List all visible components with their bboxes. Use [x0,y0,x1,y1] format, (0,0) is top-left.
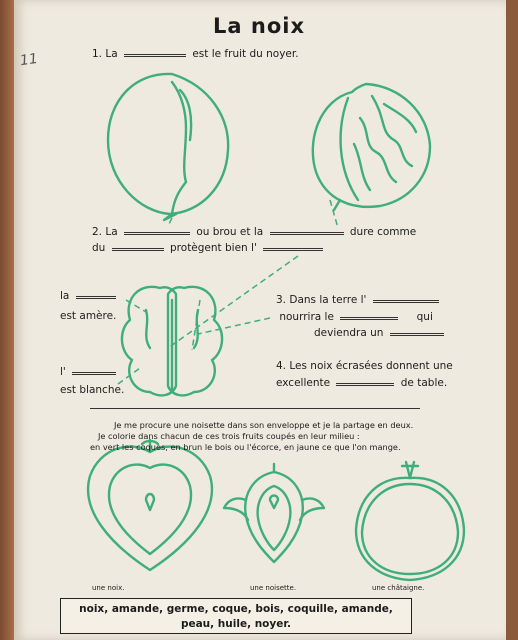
q2-label: 2. La [92,226,118,238]
walnut-shell-drawing [313,84,430,210]
instruction-line-1: Je me procure une noisette dans son enveloppe et je la partage en deux. [114,420,414,430]
label-la [60,290,119,302]
question-3-line-3 [314,327,447,339]
q2-blank-3[interactable] [112,247,164,251]
caption-noix: une noix. [92,584,125,592]
q4-line2-start: excellente [276,377,331,389]
cut-chestnut-drawing [356,462,464,580]
label-blanche: est blanche. [60,384,125,396]
page-title: La noix [213,14,305,38]
label-amere: est amère. [60,310,117,322]
caption-chataigne: une châtaigne. [372,584,425,592]
question-2-line-2 [92,242,326,254]
instruction-line-3: en vert les coques, en brun le bois ou l'écorce, en jaune ce que l'on mange. [90,442,401,452]
word-bank-box [60,598,412,634]
label-l-text: l' [60,366,66,378]
q2-mid: ou brou et la [196,226,264,238]
q2-line2-start: du [92,242,106,254]
cut-hazelnut-drawing [224,464,324,562]
q3-line2-start: nourrira [279,311,322,323]
q4-blank[interactable] [336,382,394,386]
word-bank-line-2: peau, huile, noyer. [180,618,292,630]
q3-line3-text: deviendra un [314,327,384,339]
q4-line2-end: de table. [400,377,448,389]
question-4-line-1: 4. Les noix écrasées donnent une [276,360,453,372]
q3-line2-end: qui [416,311,433,323]
q2-blank-4[interactable] [263,247,323,251]
instruction-line-2: Je colorie dans chacun de ces trois fruits coupés en leur milieu : [98,431,360,441]
label-l-blank[interactable] [72,371,116,375]
label-la-blank[interactable] [76,295,116,299]
q3-line2-mid: le [324,311,334,323]
q3-line1-text: 3. Dans la terre l' [276,294,367,306]
cut-walnut-drawing [88,440,212,570]
walnut-husk-drawing [108,74,228,220]
margin-note: 11 [18,50,39,70]
caption-noisette: une noisette. [250,584,297,592]
section-divider [90,408,420,409]
q3-blank-2[interactable] [340,316,398,320]
q1-label: 1. La [92,48,118,60]
q3-blank-3[interactable] [390,332,444,336]
question-3-line-2 [276,311,433,323]
q1-text: est le fruit du noyer. [192,48,299,60]
q3-blank-1[interactable] [373,299,439,303]
walnut-kernel-drawing [122,287,222,396]
q2-blank-2[interactable] [270,231,344,235]
q2-end: dure comme [349,226,417,238]
q2-blank-1[interactable] [124,231,190,235]
word-bank-line-1: noix, amande, germe, coque, bois, coquille, amande, [79,603,393,615]
label-la-text: la [60,290,70,302]
question-4-line-2 [276,377,447,389]
q2-line2-mid: protègent bien l' [170,242,257,254]
label-l [60,366,119,378]
question-3-line-1 [276,294,442,306]
question-2-line-1 [92,226,416,238]
